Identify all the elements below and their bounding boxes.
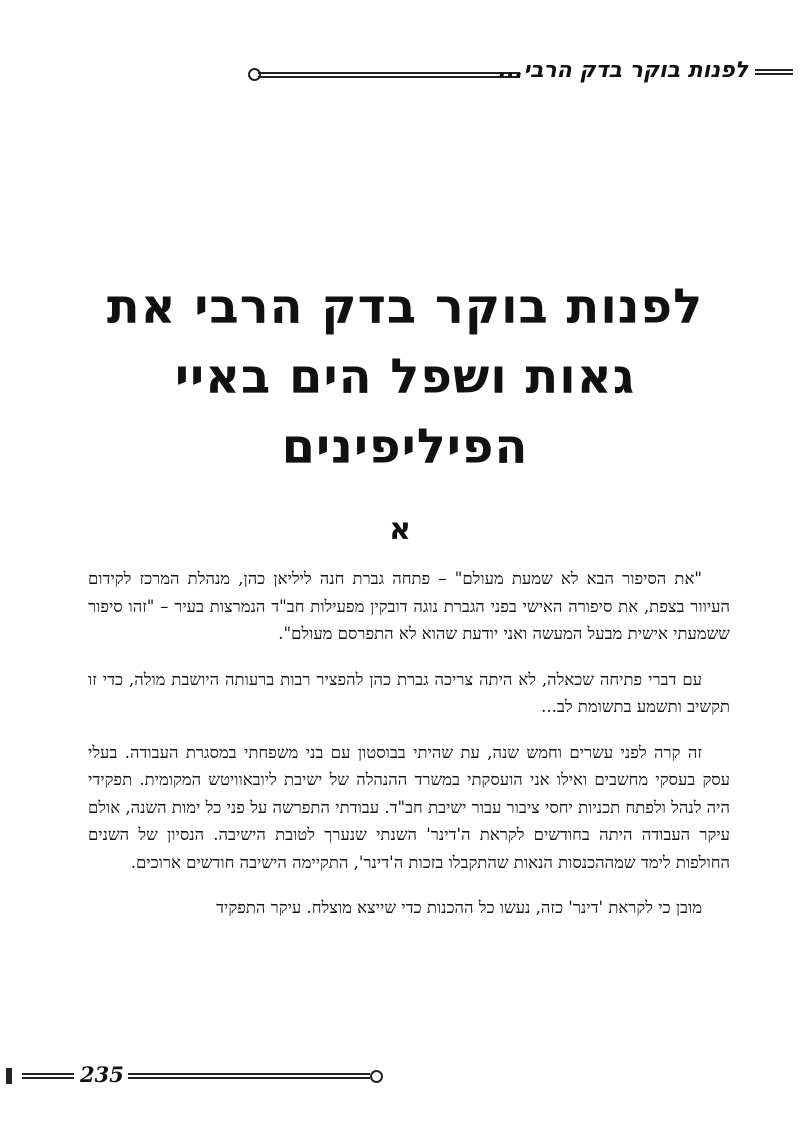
chapter-title: [60, 272, 750, 482]
page-number: 235: [80, 1062, 124, 1087]
running-header: [248, 58, 793, 88]
body-text: [88, 565, 730, 940]
paragraph-4: מובן כי לקראת 'דינר' כזה, נעשו כל ההכנות כדי שייצא מוצלח. עיקר התפקיד: [216, 898, 702, 917]
chapter-title-line-2: גאות ושפל הים באיי הפיליפינים: [174, 349, 636, 475]
header-rule-left: [258, 72, 520, 78]
page-footer: [0, 1062, 800, 1092]
paragraph-1: "את הסיפור הבא לא שמעת מעולם" – פתחה גברת חנה ליליאן כהן, מנהלת המרכז לקידום העיוור בצפת, את סיפורה האישי בפני הגברת נוגה דובקין מפעילות חב"ד הנמרצות בעיר – "זהו סיפור ששמעתי אישית מבעל המעשה ואני יודעת שהוא לא התפרסם מעולם".: [88, 569, 730, 643]
paragraph-2: עם דברי פתיחה שכאלה, לא היתה צריכה גברת כהן להפציר רבות ברעותה היושבת מולה, כדי זו תקשיב ותשמע בתשומת לב...: [88, 669, 730, 716]
header-rule-right: [755, 69, 793, 75]
paragraph-3: זה קרה לפני עשרים וחמש שנה, עת שהיתי בבוסטון עם בני משפחתי במסגרת העבודה. בעלי עסק בעסקי מחשבים ואילו אני הועסקתי במשרד ההנהלה של ישיבת ליובאוויטש המקומית. תפקידי היה לנהל ולפתח תכניות יחסי ציבור עבור ישיבת חב"ד. עבודתי התפרשה על פני כל ימות השנה, אולם עיקר העבודה היתה בחודשים לקראת ה'דינר' השנתי שנערך לטובת הישיבה. הנסיון של השנים החולפות לימד שמההכנסות הנאות שהתקבלו בזכות ה'דינר', התקיימה הישיבה חודשים ארוכים.: [88, 742, 730, 872]
footer-rule-right: [128, 1073, 370, 1079]
footer-ornament-knob: [370, 1070, 383, 1083]
section-number: א: [389, 512, 411, 547]
running-header-title: לפנות בוקר בדק הרבי...: [498, 58, 748, 83]
footer-rule-left: [22, 1073, 74, 1079]
page-edge-mark: [6, 1068, 12, 1084]
chapter-title-line-1: לפנות בוקר בדק הרבי את: [106, 279, 704, 335]
